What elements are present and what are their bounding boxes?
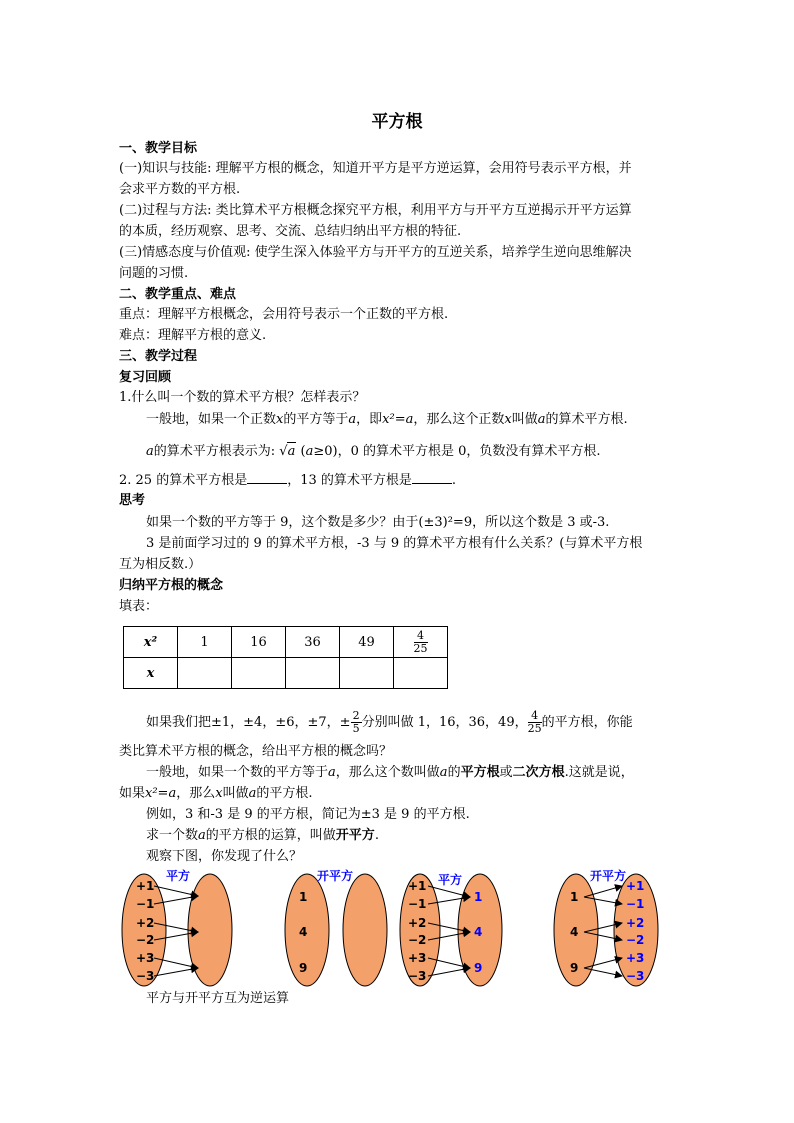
svg-text:+2: +2: [626, 916, 645, 930]
root-label: 开平方: [316, 869, 354, 883]
svg-text:+1: +1: [136, 879, 155, 893]
section-heading-3: 三、教学过程: [119, 349, 198, 364]
svg-text:+3: +3: [626, 951, 645, 965]
table-cell-empty: [286, 658, 340, 689]
question-1: 1.什么叫一个数的算术平方根？怎样表示？: [119, 390, 366, 405]
goal-line-1: (一)知识与技能: 理解平方根的概念，知道开平方是平方逆运算，会用符号表示平方根，并: [119, 161, 632, 176]
svg-text:−2: −2: [626, 933, 645, 947]
operation-definition: 求一个数a的平方根的运算，叫做开平方.: [146, 828, 379, 843]
answer-blank-1: [247, 471, 287, 484]
sqrt-notation-line: a的算术平方根表示为: √a (a≥0)，0 的算术平方根是 0，负数没有算术平方根.: [146, 444, 601, 459]
table-header-cell: 16: [232, 627, 286, 658]
svg-text:+1: +1: [408, 879, 427, 893]
think-line-3: 互为相反数.）: [119, 557, 202, 572]
question-1-answer: 一般地，如果一个正数x的平方等于a，即x²=a，那么这个正数x叫做a的算术平方根.: [146, 412, 628, 427]
svg-text:−3: −3: [136, 969, 155, 983]
question-2: 2. 25 的算术平方根是 ，13 的算术平方根是 .: [119, 473, 457, 488]
table-header-cell: 49: [340, 627, 394, 658]
answer-blank-2: [412, 471, 452, 484]
range-ellipse: [343, 874, 387, 986]
goal-line-2: 会求平方数的平方根.: [119, 182, 241, 197]
table-cell-empty: [232, 658, 286, 689]
svg-text:−1: −1: [626, 897, 645, 911]
range-ellipse: [188, 874, 232, 986]
goal-line-3: (二)过程与方法: 类比算术平方根概念探究平方根，利用平方与开平方互逆揭示开平方运算: [119, 203, 632, 218]
svg-text:9: 9: [570, 961, 579, 975]
sqrt-symbol: √a: [279, 444, 296, 459]
observe-prompt: 观察下图，你发现了什么？: [146, 849, 303, 864]
diagram-root: [283, 866, 393, 996]
svg-text:+1: +1: [626, 879, 645, 893]
square-label: 平方: [165, 869, 191, 883]
page-title: 平方根: [371, 112, 423, 132]
svg-text:+3: +3: [408, 951, 427, 965]
svg-text:9: 9: [474, 961, 483, 975]
table-header-fraction-cell: $\frac{4}{25}$: [394, 627, 448, 658]
svg-text:−1: −1: [136, 897, 155, 911]
svg-text:−3: −3: [626, 969, 645, 983]
goal-line-5: (三)情感态度与价值观: 使学生深入体验平方与开平方的互逆关系，培养学生逆向思维解决: [119, 245, 632, 260]
analogy-line-1: 如果我们把±1，±4，±6，±7，± $\frac{2}{5}$ 分别叫做 1，16，36，49， $\frac{4}{25}$ 的平方根，你能: [146, 709, 633, 735]
svg-text:4: 4: [570, 925, 579, 939]
review-heading: 复习回顾: [119, 370, 172, 385]
table-header-cell: 1: [178, 627, 232, 658]
table-row-label: x: [124, 658, 178, 689]
diagram-caption: 平方与开平方互为逆运算: [146, 991, 290, 1006]
svg-text:−3: −3: [408, 969, 427, 983]
definition-line-1: 一般地，如果一个数的平方等于a，那么这个数叫做a的平方根或二次方根.这就是说，: [146, 765, 634, 780]
svg-text:−2: −2: [136, 933, 155, 947]
fill-table-label: 填表：: [119, 599, 159, 614]
table-cell-empty: [394, 658, 448, 689]
analogy-line-2: 类比算术平方根的概念，给出平方根的概念吗？: [119, 744, 393, 759]
think-line-2: 3 是前面学习过的 9 的算术平方根，-3 与 9 的算术平方根有什么关系？(与算术平方根: [146, 536, 643, 551]
svg-text:+2: +2: [136, 916, 155, 930]
think-line-1: 如果一个数的平方等于 9，这个数是多少？由于(±3)²=9，所以这个数是 3 或-3.: [146, 515, 610, 530]
think-heading: 思考: [119, 493, 146, 508]
svg-text:9: 9: [299, 961, 308, 975]
svg-text:1: 1: [474, 890, 483, 904]
svg-text:−2: −2: [408, 933, 427, 947]
svg-text:+2: +2: [408, 916, 427, 930]
svg-text:+3: +3: [136, 951, 155, 965]
svg-text:−1: −1: [408, 897, 427, 911]
goal-line-4: 的本质，经历观察、思考、交流、总结归纳出平方根的特征.: [119, 224, 462, 239]
svg-text:1: 1: [570, 890, 579, 904]
diagram-root-mapping: [552, 866, 662, 996]
key-point: 重点：理解平方根概念，会用符号表示一个正数的平方根.: [119, 307, 449, 322]
table-header-cell: 36: [286, 627, 340, 658]
svg-text:4: 4: [299, 925, 308, 939]
fill-table: [123, 626, 448, 689]
square-label: 平方: [437, 873, 463, 887]
diagram-combined: [398, 866, 508, 996]
example-line: 例如，3 和-3 是 9 的平方根，简记为±3 是 9 的平方根.: [146, 807, 470, 822]
table-cell-empty: [178, 658, 232, 689]
table-header-cell: x²: [124, 627, 178, 658]
svg-text:4: 4: [474, 925, 483, 939]
difficult-point: 难点：理解平方根的意义.: [119, 328, 267, 343]
section-heading-2: 二、教学重点、难点: [119, 287, 237, 302]
root-label: 开平方: [589, 869, 627, 883]
section-heading-1: 一、教学目标: [119, 141, 198, 156]
table-cell-empty: [340, 658, 394, 689]
concept-heading: 归纳平方根的概念: [119, 578, 224, 593]
diagram-square: [120, 866, 240, 996]
goal-line-6: 问题的习惯.: [119, 266, 189, 281]
definition-line-2: 如果x²=a，那么x叫做a的平方根.: [119, 786, 313, 801]
svg-text:1: 1: [299, 890, 308, 904]
